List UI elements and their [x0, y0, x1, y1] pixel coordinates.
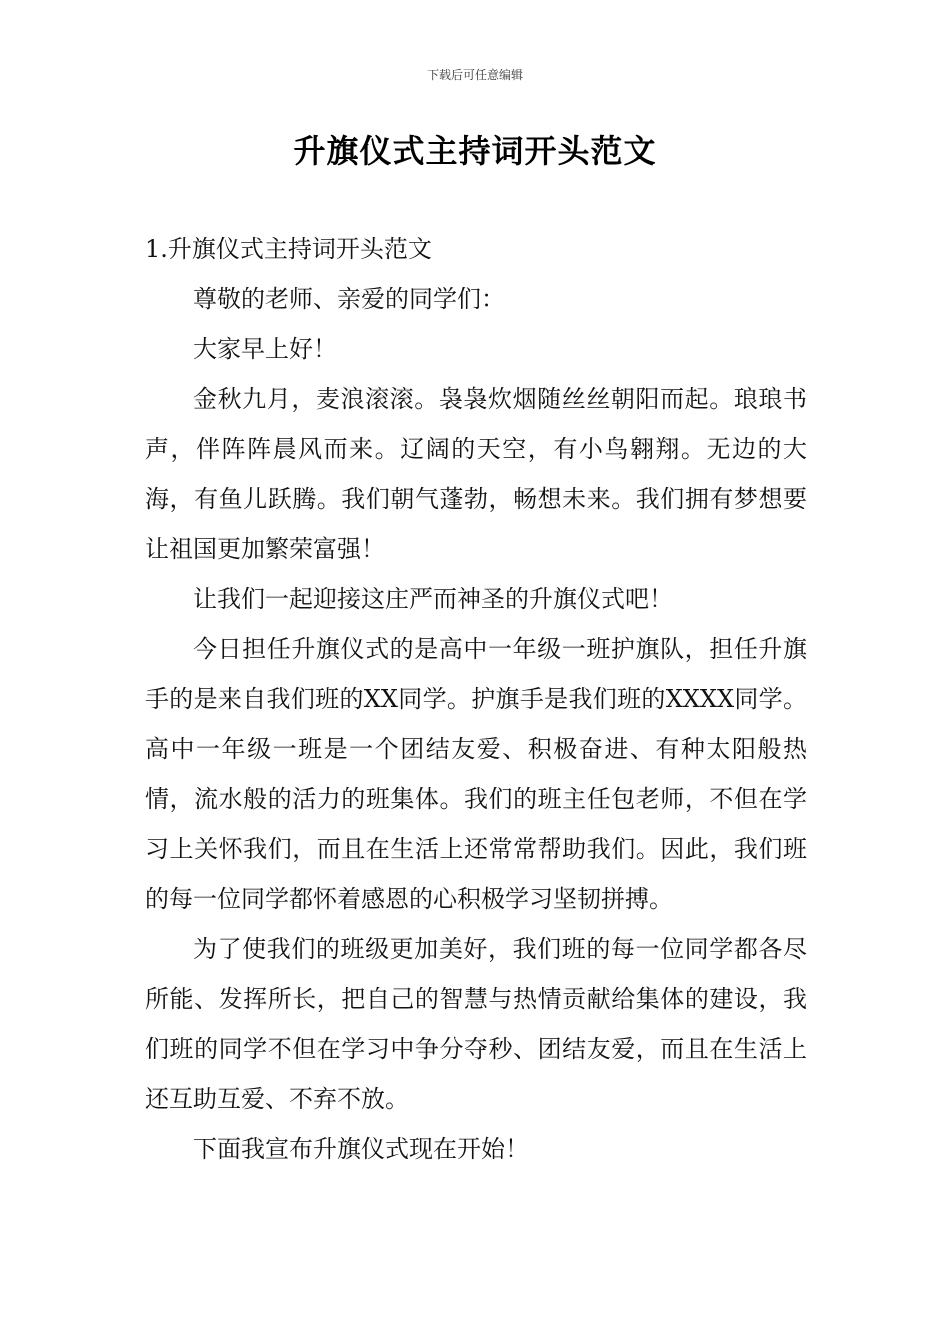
paragraph-autumn: 金秋九月，麦浪滚滚。袅袅炊烟随丝丝朝阳而起。琅琅书声，伴阵阵晨风而来。辽阔的天空，有小鸟翱翔。无边的大海，有鱼儿跃腾。我们朝气蓬勃，畅想未来。我们拥有梦想要让祖国更加繁荣富强！ [145, 385, 807, 563]
section-heading: 1.升旗仪式主持词开头范文 [145, 235, 432, 263]
document-body [145, 224, 807, 1174]
paragraph-announcement: 下面我宣布升旗仪式现在开始！ [193, 1135, 529, 1163]
paragraph-greeting: 尊敬的老师、亲爱的同学们： [193, 285, 505, 313]
paragraph-flag-team: 今日担任升旗仪式的是高中一年级一班护旗队，担任升旗手的是来自我们班的XX同学。护旗手是我们班的XXXX同学。高中一年级一班是一个团结友爱、积极奋进、有种太阳般热情，流水般的活力的班集体。我们的班主任包老师，不但在学习上关怀我们，而且在生活上还常常帮助我们。因此，我们班的每一位同学都怀着感恩的心积极学习坚韧拼搏。 [145, 635, 807, 913]
paragraph-good-morning: 大家早上好！ [193, 335, 337, 363]
paragraph-class-effort: 为了使我们的班级更加美好，我们班的每一位同学都各尽所能、发挥所长，把自己的智慧与热情贡献给集体的建设，我们班的同学不但在学习中争分夺秒、团结友爱，而且在生活上还互助互爱、不弃不放。 [145, 935, 807, 1113]
download-note: 下载后可任意编辑 [426, 68, 523, 82]
paragraph-welcome-ceremony: 让我们一起迎接这庄严而神圣的升旗仪式吧！ [193, 585, 673, 613]
document-title: 升旗仪式主持词开头范文 [293, 132, 657, 170]
